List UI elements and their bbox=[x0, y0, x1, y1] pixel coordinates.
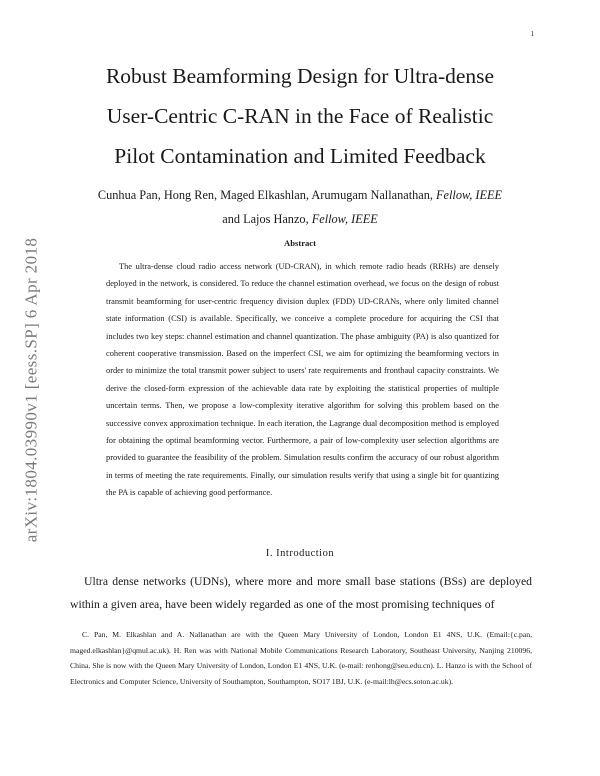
arxiv-identifier-text: arXiv:1804.03990v1 [eess.SP] 6 Apr 2018 bbox=[21, 237, 40, 543]
author-names: and Lajos Hanzo, bbox=[222, 212, 312, 226]
author-names: Cunhua Pan, Hong Ren, Maged Elkashlan, Arumugam Nallanathan, bbox=[97, 188, 437, 202]
abstract-text: The ultra-dense cloud radio access network (UD-CRAN), in which remote radio heads (RRHs) are densely deployed in the network, is considered. To reduce the channel estimation overhead, we focus on the design of robust transmit beamforming for user-centric frequency division duplex (FDD) UD-CRANs, where only limited channel state information (CSI) is available. Specifically, we conceive a complete procedure for acquiring the CSI that includes two key steps: channel estimation and channel quantization. The phase ambiguity (PA) is also quantized for coherent cooperative transmission. Based on the imperfect CSI, we aim for optimizing the beamforming vectors in order to minimize the total transmit power subject to users' rate requirements and fronthaul capacity constraints. We derive the closed-form expression of the achievable data rate by exploiting the statistical properties of multiple uncertain terms. Then, we propose a low-complexity iterative algorithm for solving this problem based on the successive convex approximation technique. In each iteration, the Lagrange dual decomposition method is employed for obtaining the optimal beamforming vector. Furthermore, a pair of low-complexity user selection algorithms are provided to guarantee the feasibility of the problem. Simulation results confirm the accuracy of our robust algorithm in terms of meeting the rate requirements. Finally, our simulation results verify that using a single bit for quantizing the PA is capable of achieving good performance. bbox=[106, 262, 499, 498]
section-heading-text: I. Introduction bbox=[265, 548, 335, 559]
author-line-1 bbox=[60, 183, 540, 207]
author-line-2 bbox=[60, 207, 540, 231]
section-heading-introduction bbox=[0, 548, 600, 559]
introduction-text: Ultra dense networks (UDNs), where more and more small base stations (BSs) are deployed within a given area, have been widely regarded as one of the most promising techniques of bbox=[70, 575, 532, 611]
author-fellow-title: Fellow, IEEE bbox=[436, 188, 503, 202]
author-list bbox=[60, 183, 540, 231]
author-fellow-title: Fellow, IEEE bbox=[311, 212, 378, 226]
title-line: Pilot Contamination and Limited Feedback bbox=[114, 144, 486, 168]
title-line: Robust Beamforming Design for Ultra-dense bbox=[105, 64, 495, 88]
author-affiliation-footnote: C. Pan, M. Elkashlan and A. Nallanathan are with the Queen Mary University of London, London E1 4NS, U.K. (Email:{c.pan, maged.elkashlan}@qmul.ac.uk). H. Ren was with National Mobile Communications Research Laboratory, Southeast University, Nanjing 210096, China. She is now with the Queen Mary University of London, London E1 4NS, U.K. (e-mail: renhong@seu.edu.cn). L. Hanzo is with the School of Electronics and Computer Science, University of Southampton, Southampton, SO17 1BJ, U.K. (e-mail:lh@ecs.soton.ac.uk). bbox=[70, 630, 532, 686]
title-line: User-Centric C-RAN in the Face of Realistic bbox=[106, 104, 494, 128]
page-number: 1 bbox=[530, 30, 534, 38]
paper-title bbox=[60, 56, 540, 176]
abstract-heading: Abstract bbox=[284, 238, 316, 248]
